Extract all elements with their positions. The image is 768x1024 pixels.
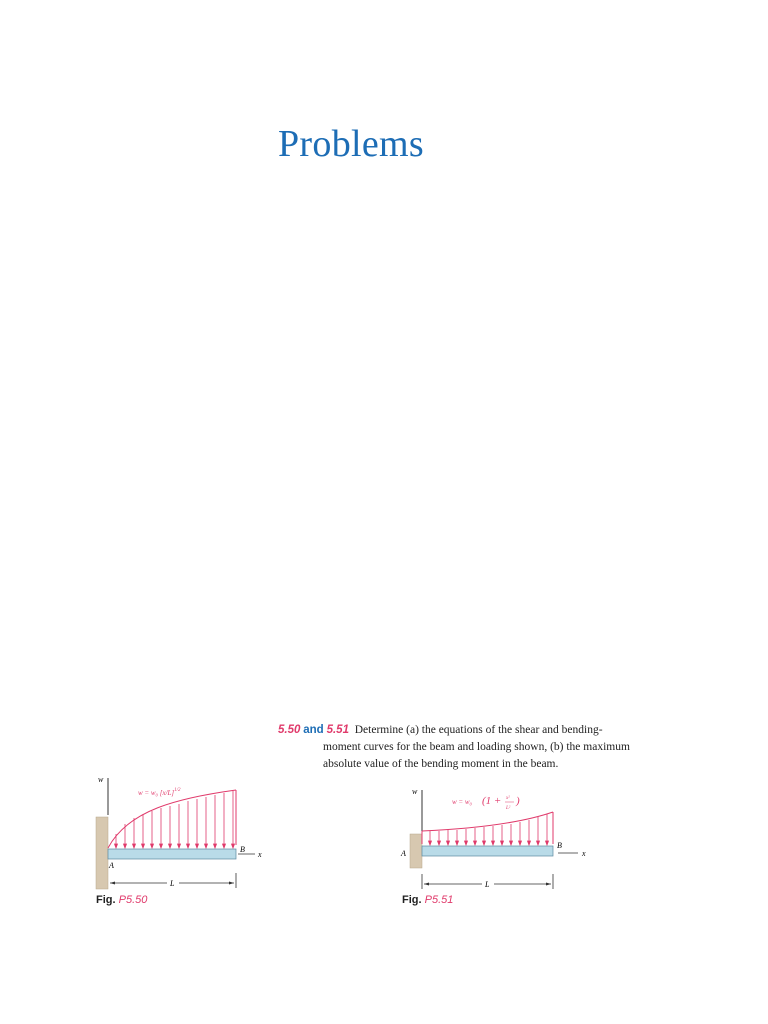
problem-text-line3: absolute value of the bending moment in the beam.	[323, 758, 559, 770]
svg-text:(1 +: (1 +	[482, 795, 502, 807]
point-a-label: A	[109, 861, 114, 870]
dimension-label: L	[170, 879, 175, 888]
point-a-label: A	[401, 849, 406, 858]
load-equation	[452, 795, 520, 811]
dimension-arrow-left	[110, 882, 115, 885]
problem-text-line2: moment curves for the beam and loading shown, (b) the maximum	[323, 741, 630, 753]
x-axis-label: x	[582, 849, 586, 858]
dimension-arrow-right	[229, 882, 234, 885]
figure-p5-50	[88, 770, 288, 900]
beam	[422, 846, 553, 856]
figure-caption-p5-51: Fig. P5.51	[402, 894, 454, 906]
wall-support	[96, 817, 108, 889]
dimension-label: L	[485, 880, 490, 889]
svg-text:): )	[516, 795, 520, 807]
problem-number-a: 5.50	[278, 724, 301, 736]
problem-text-line1: Determine (a) the equations of the shear and bending-	[354, 724, 603, 736]
w-axis-label: w	[412, 787, 418, 796]
problem-number-b: 5.51	[326, 724, 349, 736]
w-axis-label: w	[98, 775, 104, 784]
svg-text:w = w₀: w = w₀	[452, 798, 472, 806]
dimension-arrow-left	[424, 883, 429, 886]
load-arrows	[115, 791, 235, 848]
beam	[108, 849, 236, 859]
point-b-label: B	[240, 845, 245, 854]
svg-text:x²: x²	[506, 796, 510, 801]
dimension-arrow-right	[546, 883, 551, 886]
load-equation: w = w₀ $[x/L]^{1/2}$	[138, 788, 181, 797]
load-curve	[422, 812, 553, 831]
load-curve	[108, 790, 236, 848]
problem-statement	[278, 722, 658, 773]
wall-support	[410, 834, 422, 868]
point-b-label: B	[557, 841, 562, 850]
page-title: Problems	[278, 123, 424, 165]
problem-joiner: and	[303, 724, 324, 736]
figure-p5-51	[398, 782, 598, 897]
x-axis-label: x	[258, 850, 262, 859]
svg-text:L²: L²	[506, 806, 511, 811]
figure-caption-p5-50: Fig. P5.50	[96, 894, 148, 906]
